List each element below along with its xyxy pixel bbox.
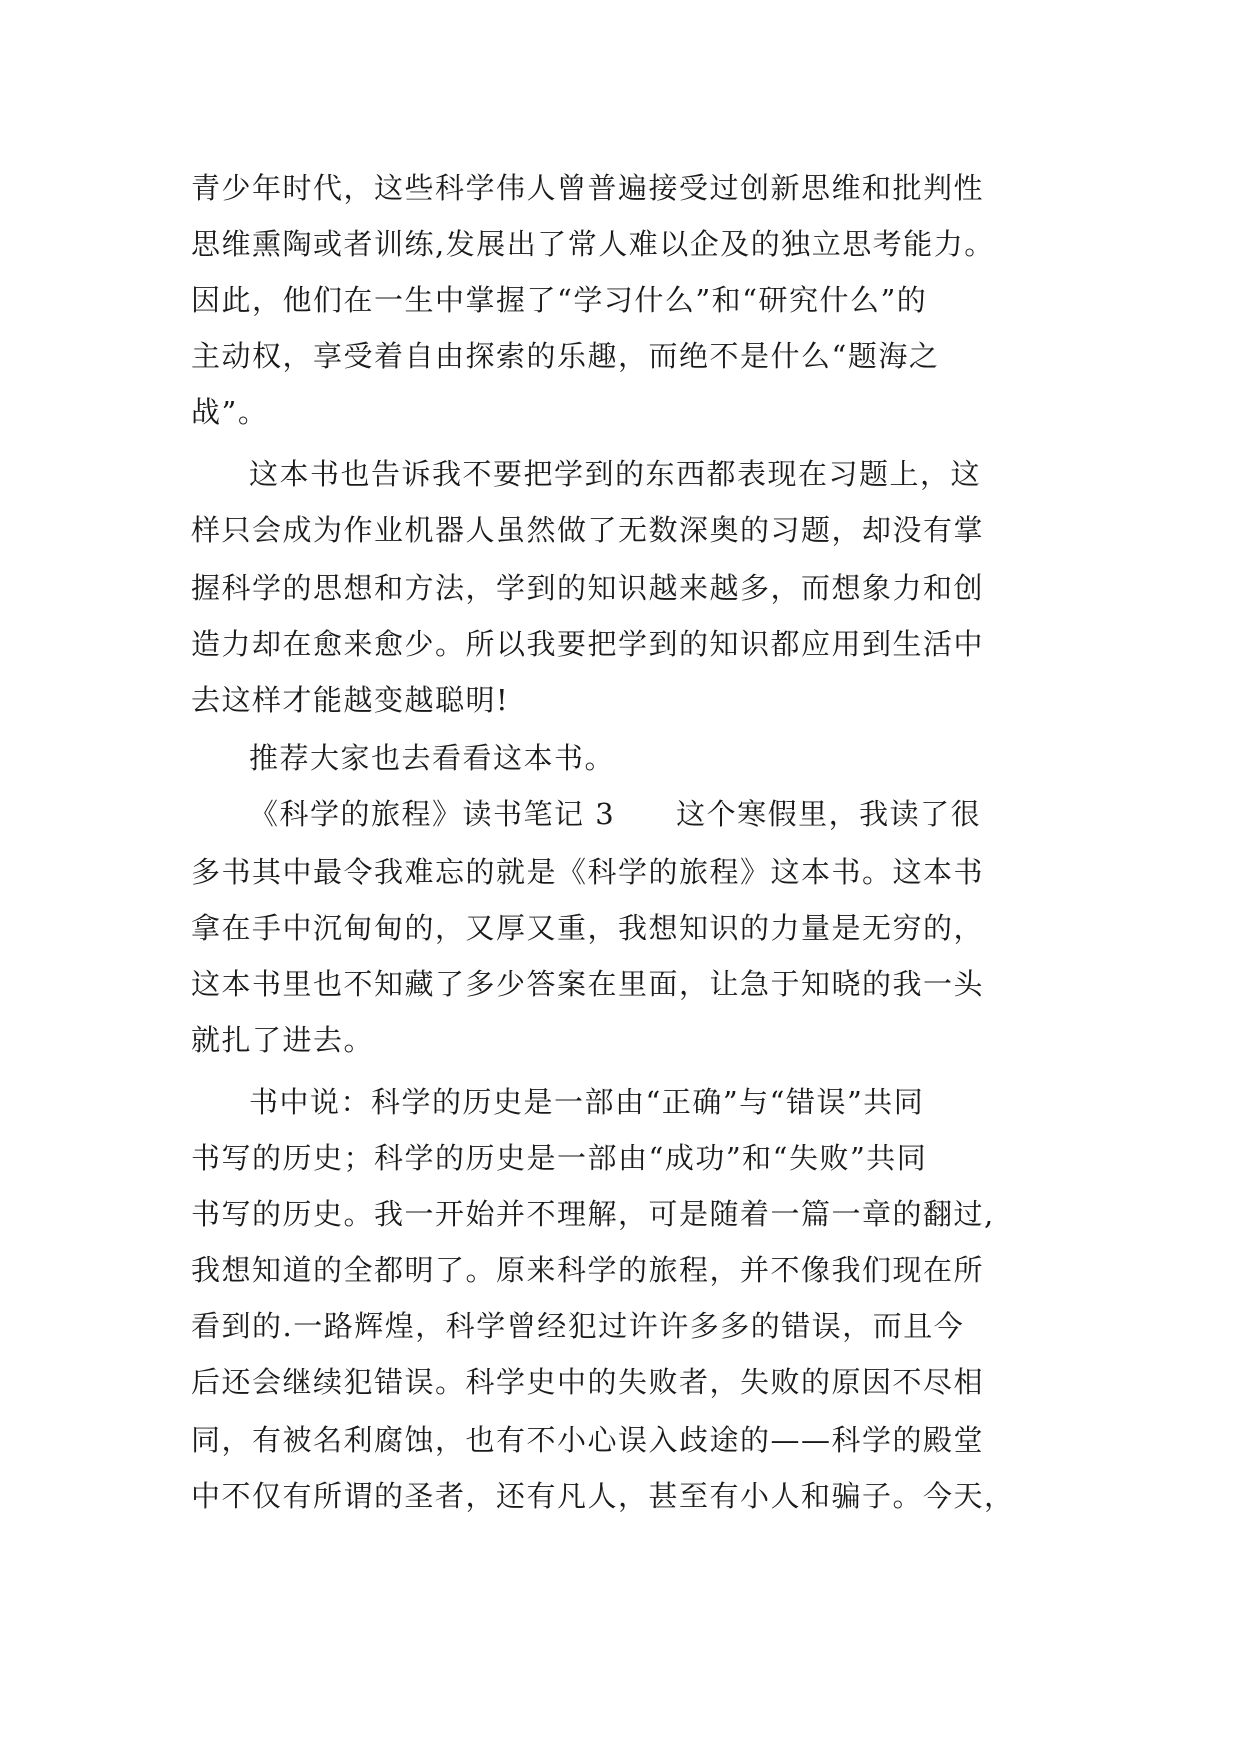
text-line: 我想知道的全都明了。原来科学的旅程，并不像我们现在所: [191, 1253, 985, 1287]
text-line: 看到的.一路辉煌，科学曾经犯过许许多多的错误，而且今: [191, 1309, 965, 1343]
text-line: 这本书里也不知藏了多少答案在里面，让急于知晓的我一头: [191, 967, 985, 1001]
text-line: 同，有被名利腐蚀，也有不小心误入歧途的——科学的殿堂: [191, 1423, 985, 1457]
text-line: 拿在手中沉甸甸的，又厚又重，我想知识的力量是无穷的，: [191, 911, 985, 945]
text-line: 就扎了进去。: [191, 1023, 375, 1057]
text-line: 书写的历史；科学的历史是一部由“成功”和“失败”共同: [191, 1141, 928, 1175]
text-line: 后还会继续犯错误。科学史中的失败者，失败的原因不尽相: [191, 1365, 985, 1399]
text-line: 书写的历史。我一开始并不理解，可是随着一篇一章的翻过,: [191, 1197, 995, 1231]
paragraph-first-line: 这本书也告诉我不要把学到的东西都表现在习题上，这: [249, 457, 982, 491]
paragraph-first-line: 书中说：科学的历史是一部由“正确”与“错误”共同: [249, 1085, 925, 1119]
paragraph-first-line: 推荐大家也去看看这本书。: [249, 741, 616, 775]
text-line: 去这样才能越变越聪明!: [191, 683, 510, 717]
text-line: 战”。: [191, 395, 269, 429]
section-heading-line: 《科学的旅程》读书笔记 3 这个寒假里，我读了很: [249, 797, 982, 831]
text-line: 主动权，享受着自由探索的乐趣，而绝不是什么“题海之: [191, 339, 940, 373]
text-line: 中不仅有所谓的圣者，还有凡人，甚至有小人和骗子。今天，: [191, 1479, 1015, 1513]
text-line: 多书其中最令我难忘的就是《科学的旅程》这本书。这本书: [191, 855, 985, 889]
text-line: 样只会成为作业机器人虽然做了无数深奥的习题，却没有掌: [191, 513, 985, 547]
text-line: 青少年时代，这些科学伟人曾普遍接受过创新思维和批判性: [191, 171, 985, 205]
text-line: 因此，他们在一生中掌握了“学习什么”和“研究什么”的: [191, 283, 928, 317]
text-line: 握科学的思想和方法，学到的知识越来越多，而想象力和创: [191, 571, 985, 605]
text-line: 思维熏陶或者训练,发展出了常人难以企及的独立思考能力。: [191, 227, 995, 261]
text-line: 造力却在愈来愈少。所以我要把学到的知识都应用到生活中: [191, 627, 985, 661]
